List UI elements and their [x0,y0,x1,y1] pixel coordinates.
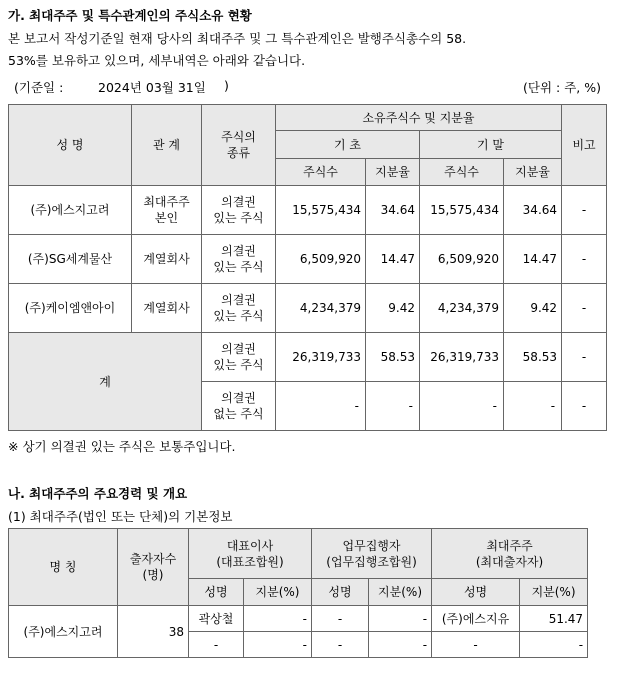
header-b-largest-person: 성명 [432,579,520,606]
header-stock-type: 주식의 종류 [202,105,276,186]
total-nonvoting-begin-ratio: - [366,382,420,431]
total-nonvoting-end-ratio: - [504,382,562,431]
header-holdings: 소유주식수 및 지분율 [276,105,562,131]
row-end-shares: 6,509,920 [420,235,504,284]
largest-shareholder-table [8,528,588,658]
footnote: ※ 상기 의결권 있는 주식은 보통주입니다. [8,439,236,454]
header-b-exec-person: 성명 [312,579,369,606]
header-name: 성 명 [9,105,132,186]
header-b-name: 명 칭 [9,529,118,606]
b-largest-name: (주)에스지유 [432,606,520,632]
header-end-ratio: 지분율 [504,159,562,186]
header-begin-ratio: 지분율 [366,159,420,186]
base-date-label: (기준일 : [14,80,64,95]
total-voting-begin-shares: 26,319,733 [276,333,366,382]
header-b-ceo: 대표이사 (대표조합원) [189,529,312,579]
table-row [9,284,607,333]
row-type: 의결권 있는 주식 [202,284,276,333]
row-name: (주)SG세계물산 [9,235,132,284]
total-voting-begin-ratio: 58.53 [366,333,420,382]
base-date-close: ) [224,78,229,93]
b-largest-share-2: - [520,632,588,658]
header-note: 비고 [562,105,607,186]
b-investors: 38 [118,606,189,658]
section-a-desc-line1: 본 보고서 작성기준일 현재 당사의 최대주주 및 그 특수관계인은 발행주식총수의 58. [8,31,467,46]
row-begin-shares: 6,509,920 [276,235,366,284]
row-begin-ratio: 14.47 [366,235,420,284]
header-b-ceo-share: 지분(%) [244,579,312,606]
table-row [9,186,607,235]
header-relation: 관 계 [132,105,202,186]
b-exec-share-2: - [369,632,432,658]
row-note: - [562,186,607,235]
b-exec-name: - [312,606,369,632]
table-row [9,235,607,284]
total-nonvoting-end-shares: - [420,382,504,431]
header-begin-shares: 주식수 [276,159,366,186]
row-end-ratio: 34.64 [504,186,562,235]
total-voting-type: 의결권 있는 주식 [202,333,276,382]
b-exec-name-2: - [312,632,369,658]
table-row [9,606,588,632]
base-date: 2024년 03월 31일 [98,80,206,95]
total-nonvoting-begin-shares: - [276,382,366,431]
row-end-shares: 4,234,379 [420,284,504,333]
row-relation: 계열회사 [132,284,202,333]
header-b-largest-share: 지분(%) [520,579,588,606]
row-begin-ratio: 9.42 [366,284,420,333]
row-end-ratio: 9.42 [504,284,562,333]
header-b-investors: 출자자수 (명) [118,529,189,606]
b-ceo-name: 곽상철 [189,606,244,632]
total-nonvoting-type: 의결권 없는 주식 [202,382,276,431]
section-b-title: 나. 최대주주의 주요경력 및 개요 [8,486,188,501]
section-a-title: 가. 최대주주 및 특수관계인의 주식소유 현황 [8,8,252,23]
row-begin-ratio: 34.64 [366,186,420,235]
row-relation: 최대주주 본인 [132,186,202,235]
total-voting-note: - [562,333,607,382]
row-name: (주)케이엠앤아이 [9,284,132,333]
total-voting-end-ratio: 58.53 [504,333,562,382]
header-b-exec: 업무집행자 (업무집행조합원) [312,529,432,579]
row-note: - [562,284,607,333]
b-exec-share: - [369,606,432,632]
b-ceo-name-2: - [189,632,244,658]
b-largest-share: 51.47 [520,606,588,632]
row-type: 의결권 있는 주식 [202,235,276,284]
header-b-largest: 최대주주 (최대출자자) [432,529,588,579]
header-b-exec-share: 지분(%) [369,579,432,606]
row-end-shares: 15,575,434 [420,186,504,235]
total-voting-end-shares: 26,319,733 [420,333,504,382]
header-begin: 기 초 [276,131,420,159]
row-type: 의결권 있는 주식 [202,186,276,235]
total-label: 계 [9,333,202,431]
row-begin-shares: 4,234,379 [276,284,366,333]
b-name: (주)에스지고려 [9,606,118,658]
row-note: - [562,235,607,284]
row-name: (주)에스지고려 [9,186,132,235]
b-largest-name-2: - [432,632,520,658]
header-b-ceo-person: 성명 [189,579,244,606]
unit-label: (단위 : 주, %) [523,80,601,95]
row-relation: 계열회사 [132,235,202,284]
row-end-ratio: 14.47 [504,235,562,284]
total-row-voting [9,333,607,382]
total-nonvoting-note: - [562,382,607,431]
header-end-shares: 주식수 [420,159,504,186]
section-a-desc-line2: 53%를 보유하고 있으며, 세부내역은 아래와 같습니다. [8,53,306,68]
header-end: 기 말 [420,131,562,159]
row-begin-shares: 15,575,434 [276,186,366,235]
shareholding-table [8,104,607,431]
b-ceo-share: - [244,606,312,632]
section-b-subtitle: (1) 최대주주(법인 또는 단체)의 기본정보 [8,509,233,524]
b-ceo-share-2: - [244,632,312,658]
